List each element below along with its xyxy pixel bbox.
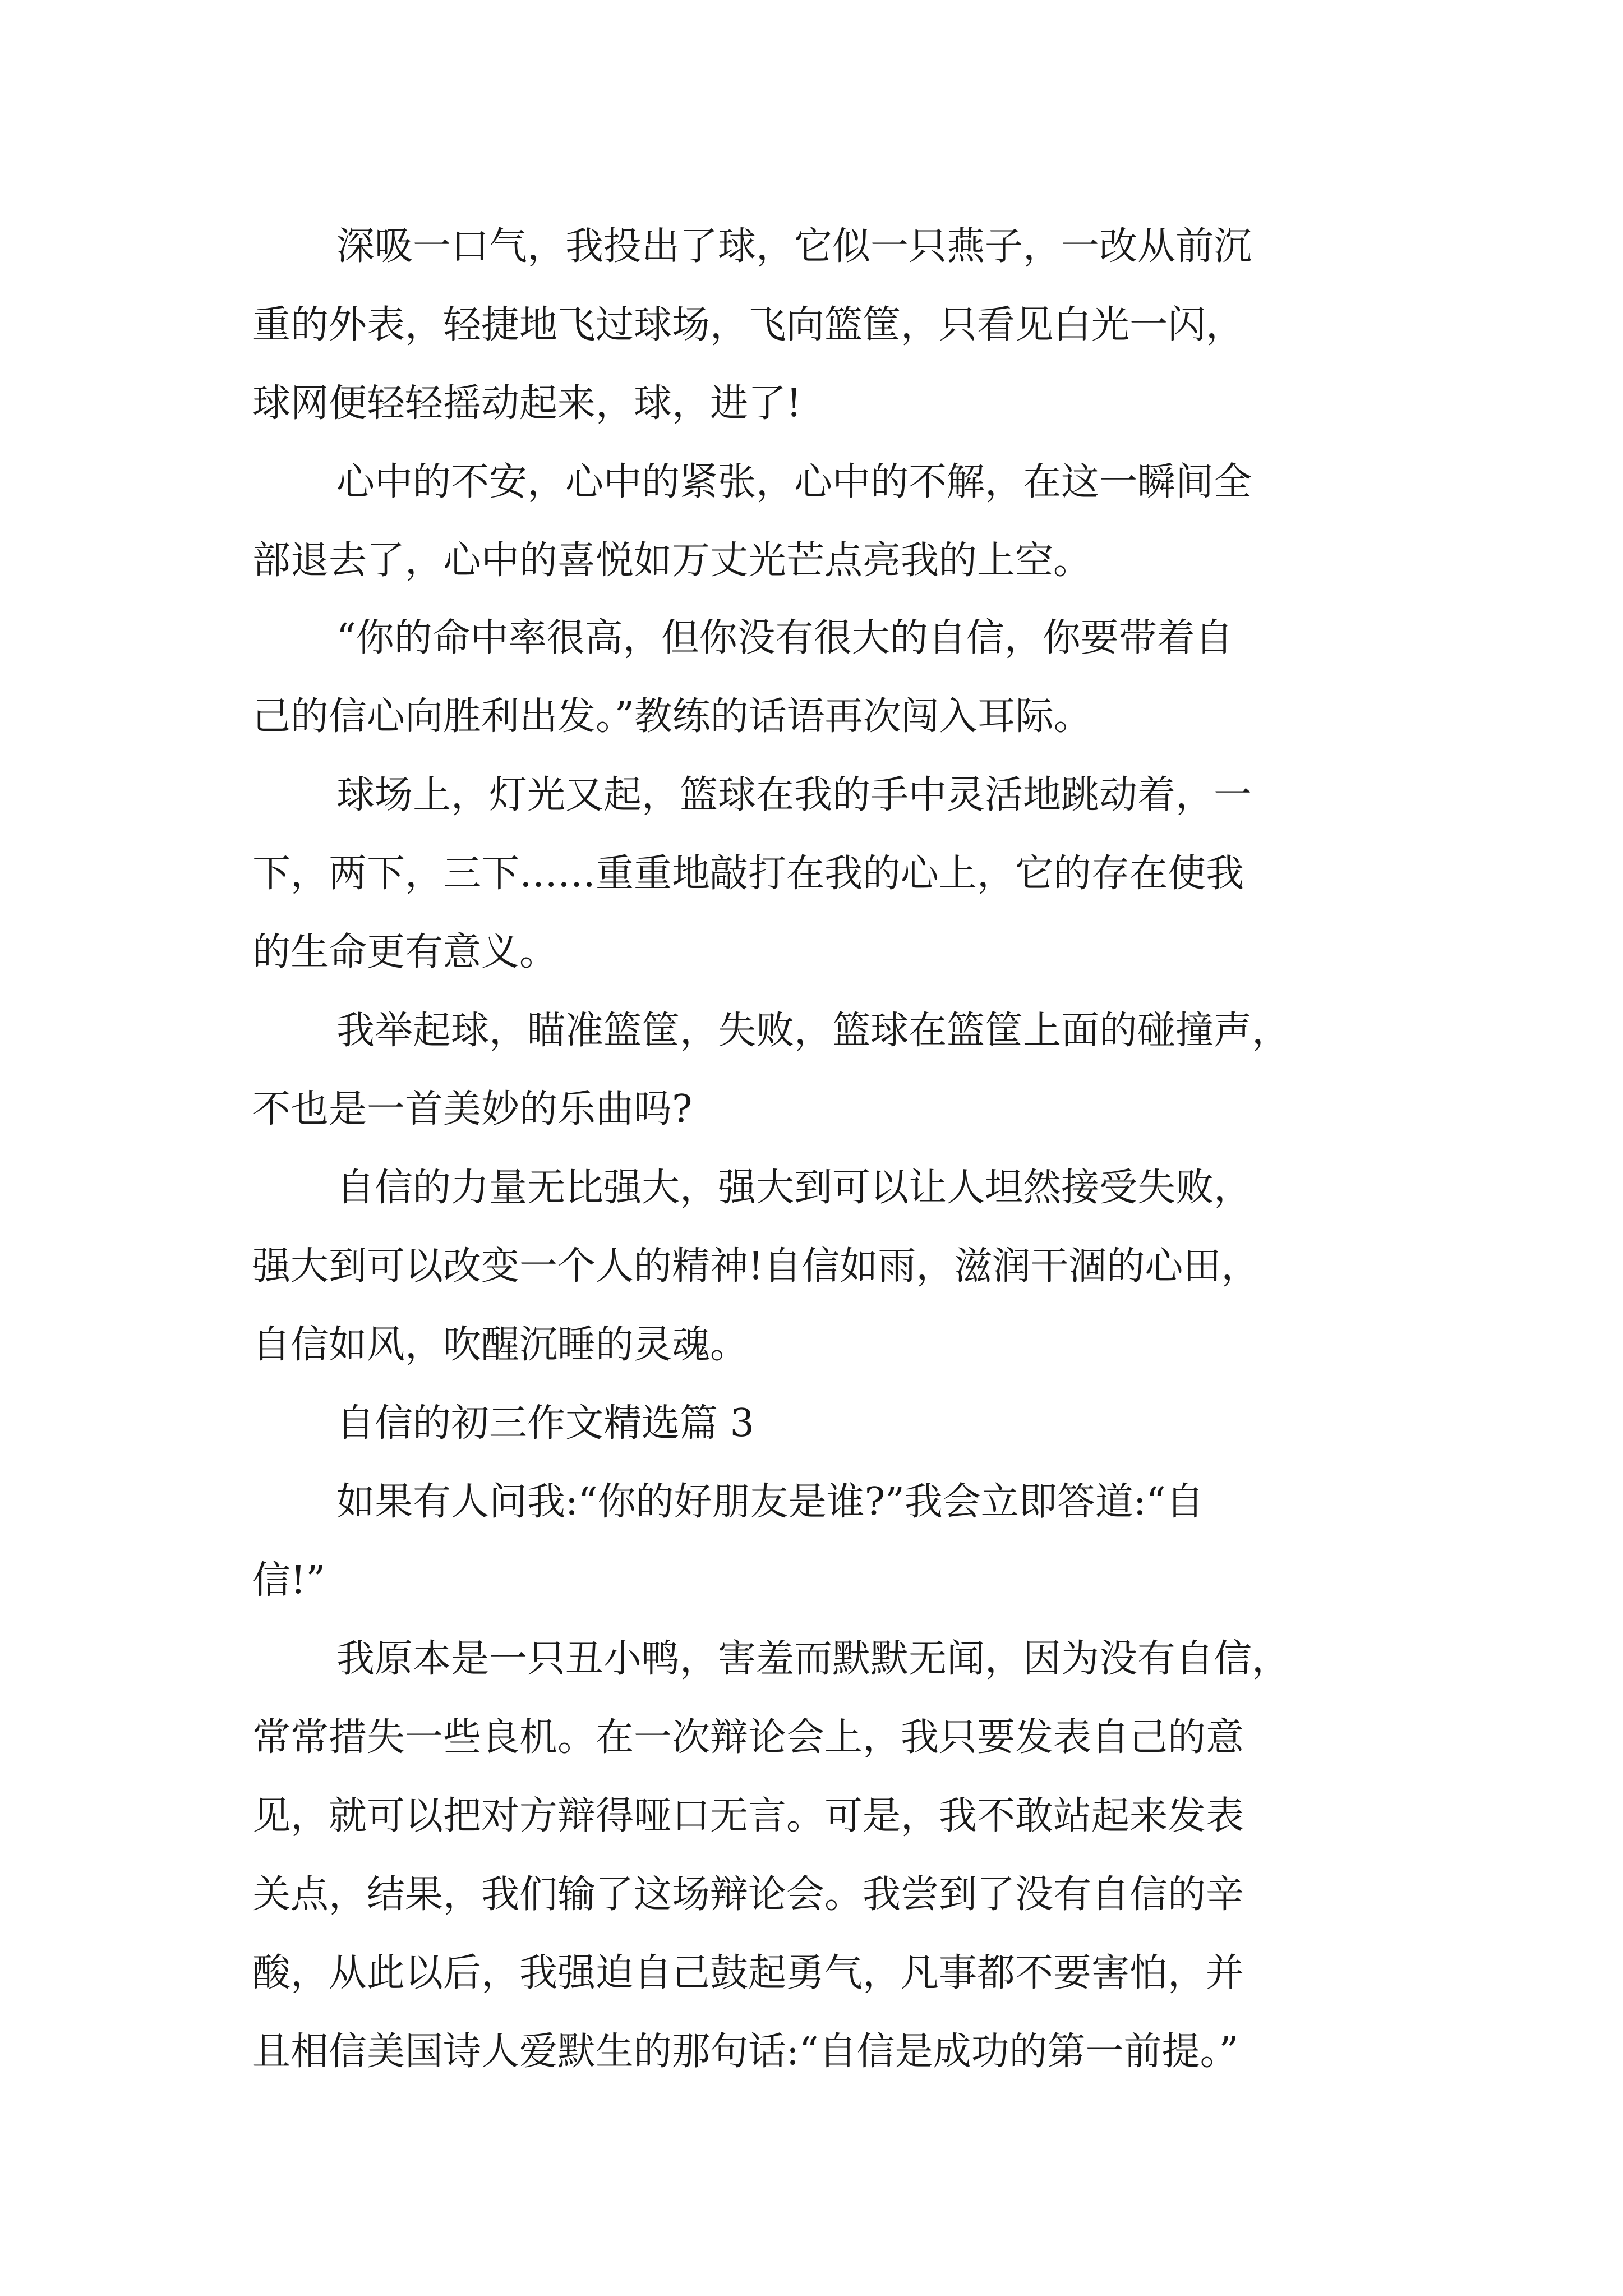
text-line: 球场上，灯光又起，篮球在我的手中灵活地跳动着，一 (336, 773, 1252, 817)
text-line: 我举起球，瞄准篮筐，失败，篮球在篮筐上面的碰撞声， (336, 1009, 1290, 1053)
text-line: 部退去了，心中的喜悦如万丈光芒点亮我的上空。 (252, 539, 1092, 583)
text-line: 的生命更有意义。 (252, 930, 558, 974)
text-line: 且相信美国诗人爱默生的那句话:“自信是成功的第一前提。” (252, 2030, 1239, 2074)
text-line: 信!” (252, 1558, 326, 1603)
text-line: 己的信心向胜利出发。”教练的话语再次闯入耳际。 (252, 694, 1092, 739)
text-line: 心中的不安，心中的紧张，心中的不解，在这一瞬间全 (336, 460, 1252, 504)
text-line: 我原本是一只丑小鸭，害羞而默默无闻，因为没有自信， (336, 1637, 1290, 1681)
text-line: 关点，结果，我们输了这场辩论会。我尝到了没有自信的辛 (252, 1872, 1244, 1917)
text-line: “你的命中率很高，但你没有很大的自信，你要带着自 (336, 616, 1233, 660)
text-line: 如果有人问我:“你的好朋友是谁?”我会立即答道:“自 (336, 1480, 1204, 1524)
text-line: 酸，从此以后，我强迫自己鼓起勇气，凡事都不要害怕，并 (252, 1951, 1244, 1995)
text-line: 常常措失一些良机。在一次辩论会上，我只要发表自己的意 (252, 1715, 1244, 1760)
text-line: 深吸一口气，我投出了球，它似一只燕子，一改从前沉 (336, 224, 1252, 269)
text-line: 自信的力量无比强大，强大到可以让人坦然接受失败， (336, 1166, 1252, 1210)
text-line: 见，就可以把对方辩得哑口无言。可是，我不敢站起来发表 (252, 1794, 1244, 1838)
text-line: 强大到可以改变一个人的精神!自信如雨，滋润干涸的心田， (252, 1244, 1260, 1289)
text-line: 重的外表，轻捷地飞过球场，飞向篮筐，只看见白光一闪， (252, 303, 1244, 347)
text-line: 球网便轻轻摇动起来，球，进了! (252, 381, 802, 426)
text-line: 自信如风，吹醒沉睡的灵魂。 (252, 1323, 749, 1367)
text-line: 下，两下，三下……重重地敲打在我的心上，它的存在使我 (252, 852, 1244, 896)
section-heading: 自信的初三作文精选篇 3 (336, 1401, 754, 1446)
text-line: 不也是一首美妙的乐曲吗? (252, 1087, 693, 1131)
